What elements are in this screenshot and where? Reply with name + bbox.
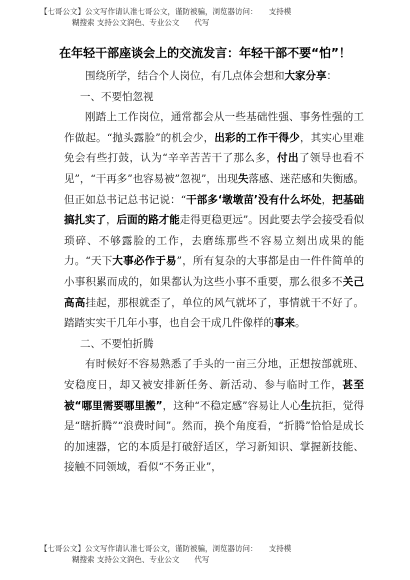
text-run: 走得更稳更远”。因此要去学会接受看似琐碎、不够露脸的工作，去磨练那些不容易立刻出成果的能力。“天下 bbox=[64, 214, 365, 268]
footer-line-2: 糊搜索 支持公文润色、专业公文 代写 bbox=[72, 555, 210, 564]
bold-text-run: 生 bbox=[300, 399, 312, 412]
bold-text-run: 甚至被“哪里需要哪里搬” bbox=[64, 378, 365, 412]
text-run: 刚踏上工作岗位，通常都会从一些基础性强、事务性强的工作做起。“抛头露脸”的机会少， bbox=[64, 111, 364, 144]
bold-text-run: 付出 bbox=[277, 152, 299, 165]
bold-text-run: 大家分享 bbox=[284, 70, 327, 82]
page-footer bbox=[40, 543, 390, 565]
text-run: 围绕所学，结合个人岗位，有几点体会想和 bbox=[85, 70, 285, 82]
bold-text-run: 事来 bbox=[274, 317, 295, 330]
section-1-paragraph bbox=[64, 107, 364, 334]
bold-text-run: 把基础搞扎实了 bbox=[64, 193, 364, 227]
text-run: ，这种“不稳定感”容易让人心 bbox=[162, 399, 301, 412]
bold-text-run: 大事必作于易 bbox=[112, 255, 177, 268]
text-run: 二、不要怕折腾 bbox=[80, 337, 154, 350]
bold-text-run: 干部多‘墩墩苗’没有什么坏处 bbox=[186, 193, 322, 206]
text-run: ： bbox=[326, 70, 337, 82]
intro-paragraph bbox=[64, 66, 364, 87]
text-run: 落感、迷茫感和失衡感。但正如总书记总书记说：“ bbox=[64, 172, 365, 206]
text-run: 。 bbox=[295, 317, 306, 330]
text-run: 挂起，那根就歪了，单位的风气就坏了，事情就干不好了。踏踏实实干几年小事，也自会干成几件像样的 bbox=[64, 296, 365, 330]
bold-text-run: 失 bbox=[237, 172, 249, 185]
header-line-1: 【七哥公文】公文写作请认准七哥公文，谨防被骗，浏览器访问： 支持模 bbox=[40, 7, 292, 16]
text-run: 抗拒，觉得是“瞎折腾”“浪费时间”。然而，换个角度看，“折腾”恰恰是成长的加速器，它的本质是打破舒适区，学习新知识、掌握新技能、接触不同领域，看似“不务正业”， bbox=[64, 399, 364, 474]
section-heading-2 bbox=[64, 334, 364, 355]
text-run: ， bbox=[321, 193, 333, 206]
section-2-paragraph bbox=[64, 354, 364, 478]
bold-text-run: 后面的路才能 bbox=[116, 214, 180, 227]
bold-text-run: 关己高高 bbox=[64, 275, 365, 309]
text-run: 有时候好不容易熟悉了手头的一亩三分地，正想按部就班、安稳度日，却又被安排新任务、新活动、参与临时工作， bbox=[64, 358, 364, 391]
bold-text-run: 出彩的工作干得少 bbox=[214, 131, 300, 144]
header-line-2: 糊搜索 支持公文润色、专业公文 代写 bbox=[72, 18, 210, 27]
text-run: 了领导也看不见”，“干再多”也容易被”忽视”，出现 bbox=[64, 152, 364, 185]
section-heading-1 bbox=[64, 87, 364, 108]
text-run: ，其实心里难免会有些打鼓，认为“辛辛苦苦干了那么多， bbox=[64, 131, 365, 165]
document-title: 在年轻干部座谈会上的交流发言：年轻干部不要“怕”！ bbox=[59, 46, 351, 60]
document-body bbox=[64, 66, 364, 478]
text-run: 一、不要怕忽视 bbox=[80, 90, 154, 103]
text-run: ”，所有复杂的大事都是由一件件简单的小事积累而成的，如果都认为这些小事不重要，那么很多不 bbox=[64, 255, 364, 288]
footer-line-1: 【七哥公文】公文写作请认准七哥公文，谨防被骗，浏览器访问： 支持模 bbox=[40, 544, 292, 553]
text-run: ， bbox=[106, 214, 117, 227]
page-header bbox=[40, 6, 390, 28]
